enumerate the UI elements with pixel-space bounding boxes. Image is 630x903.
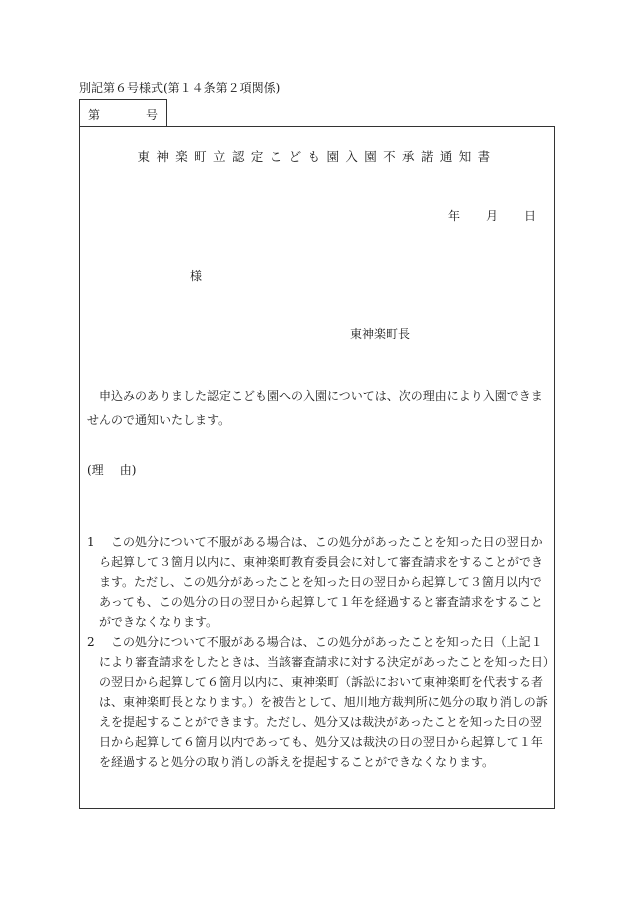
- note-text: この処分について不服がある場合は、この処分があったことを知った日（上記１により審査請求をしたときは、当該審査請求に対する決定があったことを知った日）の翌日から起算して６箇月以内に、東神楽町（訴訟において東神楽町を代表する者は、東神楽町長となります。）を被告として、旭川地方裁判所に処分の取り消しの訴えを提起することができます。ただし、処分又は裁決があったことを知った日の翌日から起算して６箇月以内であっても、処分又は裁決の日の翌日から起算して１年を経過すると処分の取り消しの訴えを提起することができなくなります。: [99, 635, 549, 769]
- addressee: 様: [190, 269, 203, 283]
- note-text: この処分について不服がある場合は、この処分があったことを知った日の翌日から起算して３箇月以内に、東神楽町教育委員会に対して審査請求をすることができます。ただし、この処分があったことを知った日の翌日から起算して３箇月以内であっても、この処分の日の翌日から起算して１年を経過すると審査請求をすることができなくなります。: [99, 535, 544, 629]
- reason-label-close: 由): [119, 463, 137, 477]
- note-number: 1: [87, 535, 95, 549]
- date-year: 年: [447, 209, 460, 223]
- reason-label-open: (理: [87, 463, 104, 477]
- issue-date: [448, 207, 536, 224]
- notice-body-text: 申込みのありました認定こども園への入園については、次の理由により入園できませんので通知いたします。: [87, 389, 543, 427]
- note-number: 2: [87, 635, 95, 649]
- appeal-note-1: [87, 532, 553, 632]
- document-title: 東神楽町立認定こども園入園不承諾通知書: [137, 149, 497, 164]
- document-number-box: [79, 99, 167, 127]
- date-day: 日: [523, 209, 536, 223]
- issuer: 東神楽町長: [350, 327, 411, 341]
- form-label: 別記第６号様式(第１４条第２項関係): [79, 81, 281, 95]
- notice-body-frame: [79, 126, 555, 809]
- reason-label: [87, 461, 136, 478]
- appeal-note-2: [87, 632, 553, 772]
- date-month: 月: [485, 209, 498, 223]
- number-suffix: 号: [145, 108, 158, 122]
- number-prefix: 第: [88, 108, 101, 122]
- appeal-notes: [87, 532, 553, 772]
